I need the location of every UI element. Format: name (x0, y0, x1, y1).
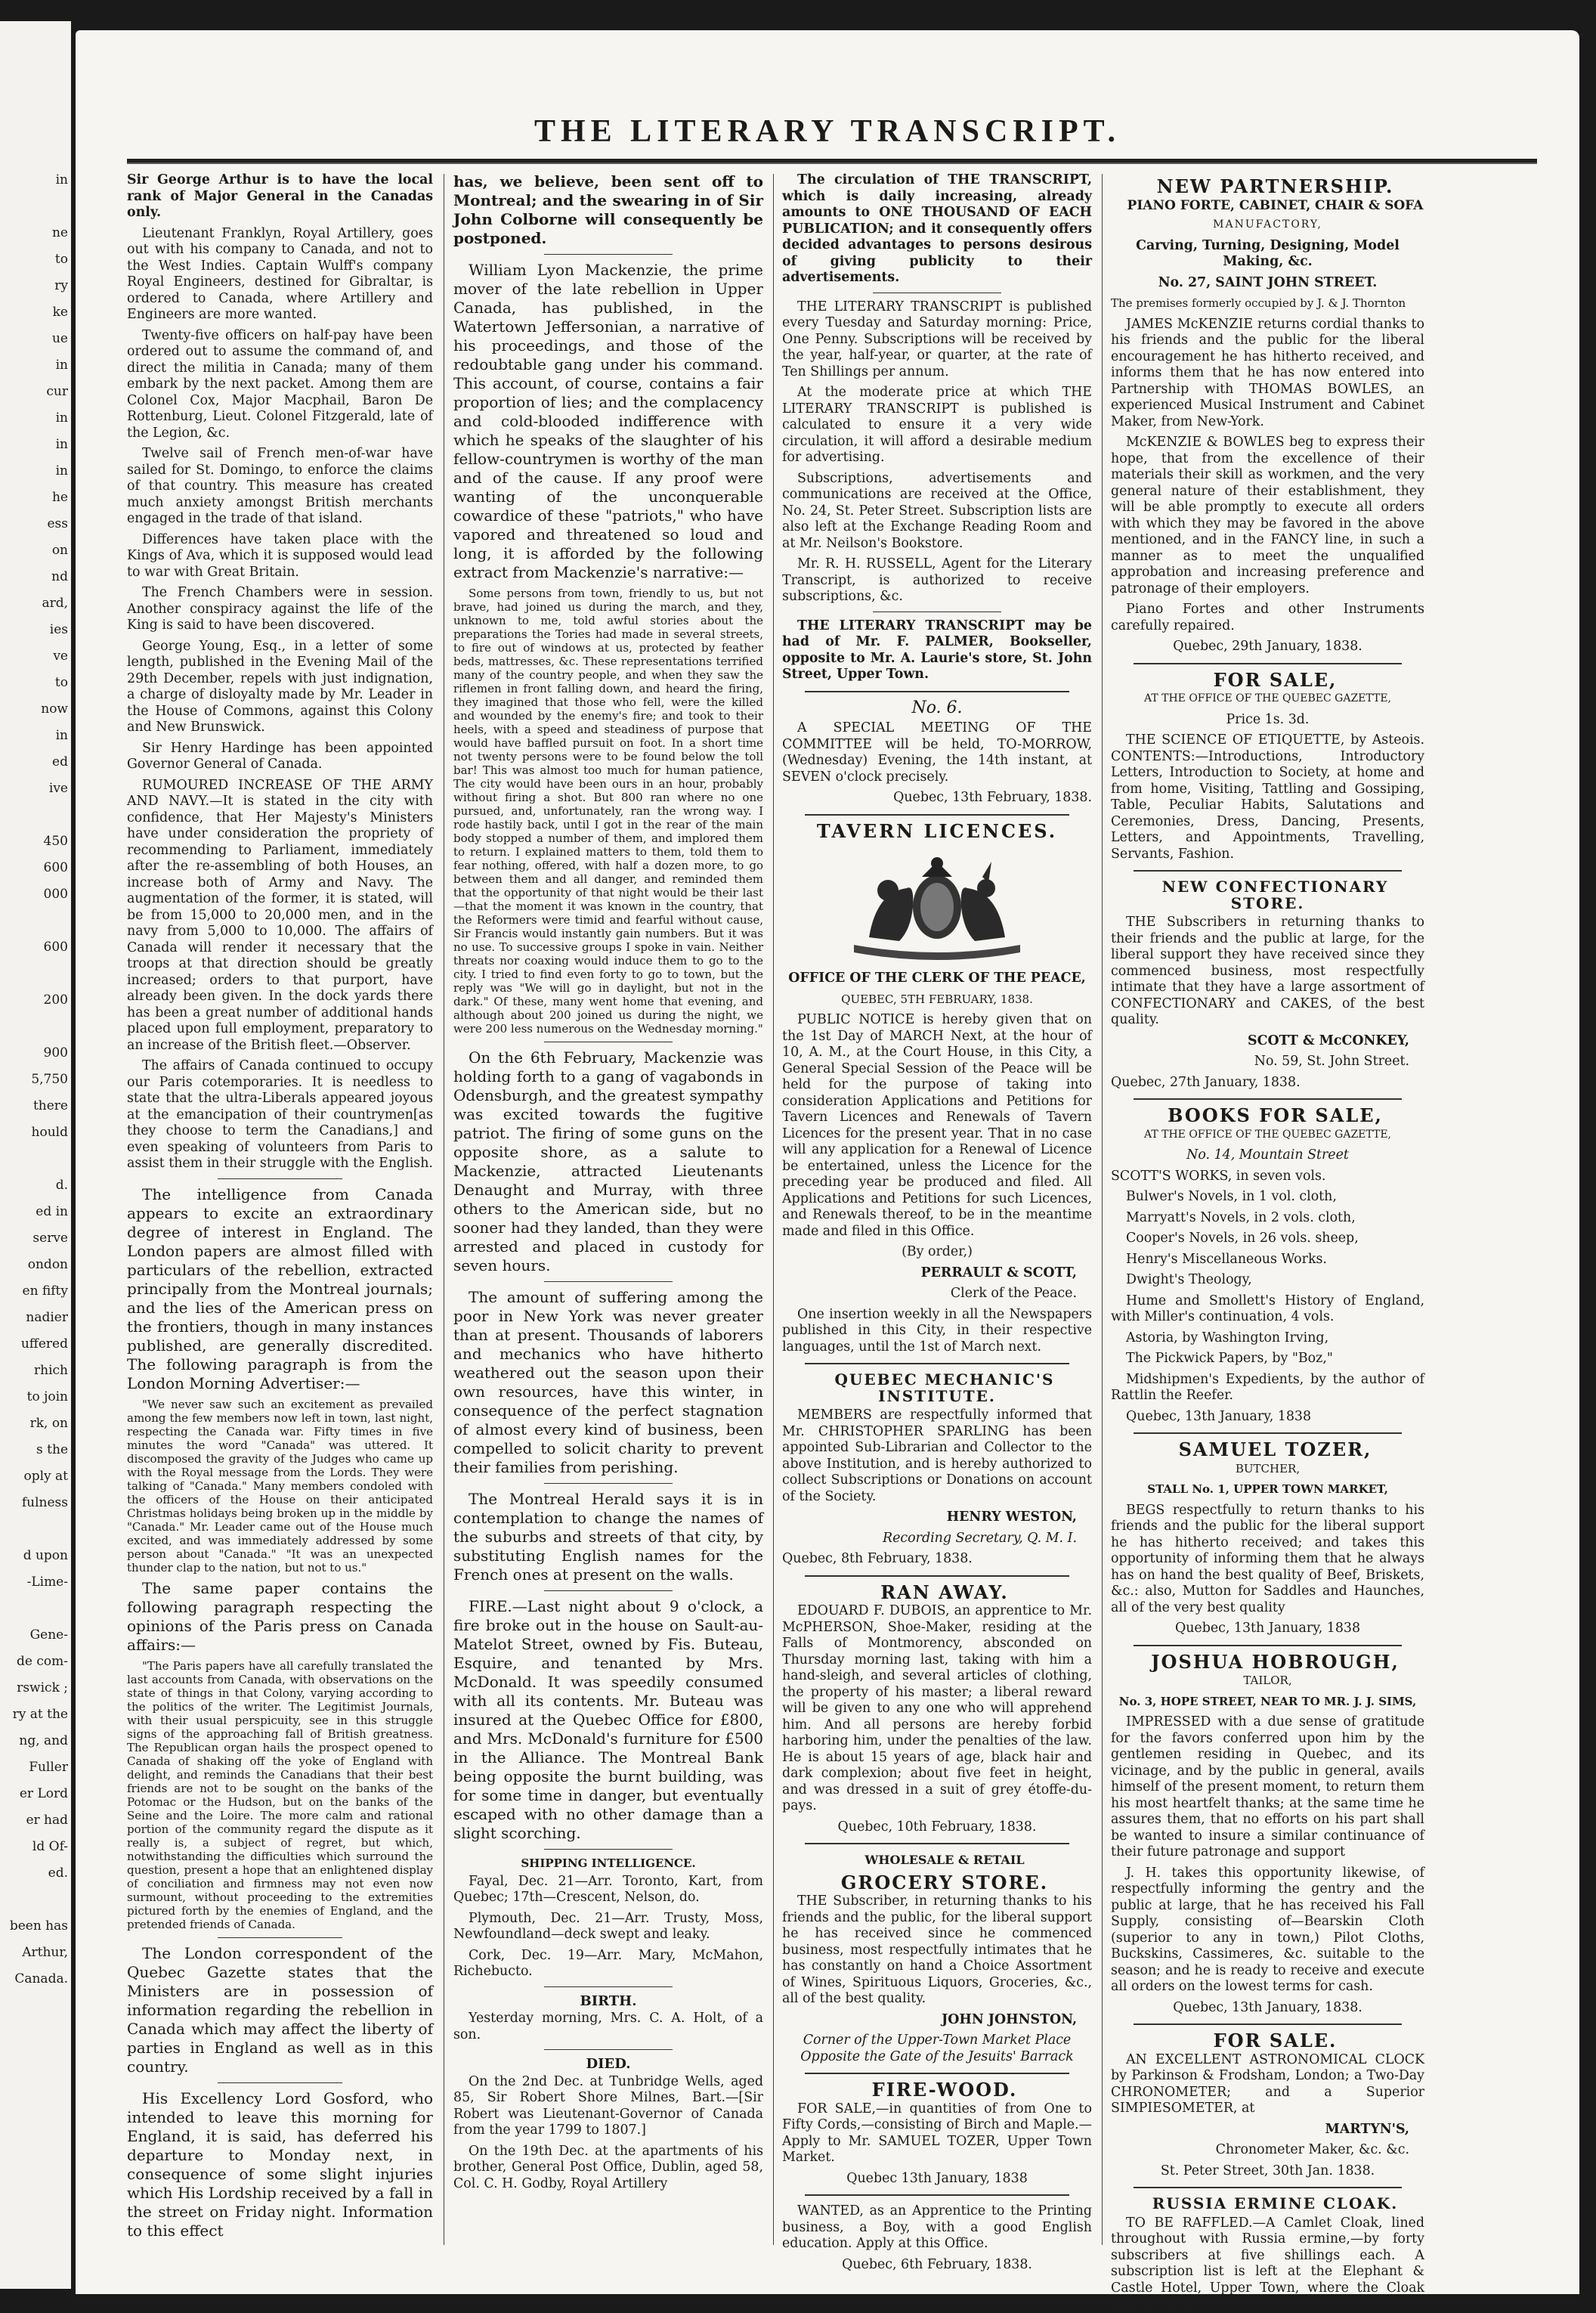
partnership-address: No. 27, SAINT JOHN STREET. (1158, 274, 1378, 290)
prev-page-fragment: fulness (21, 1495, 68, 1510)
book-astoria: Astoria, by Washington Irving, (1126, 1330, 1329, 1345)
prev-page-fragment: nd (51, 569, 68, 584)
died-milnes: On the 2nd Dec. at Tunbridge Wells, aged 85, Sir Robert Shore Milnes, Bart.—[Sir Robert was Lieutenant-Governor of Canada from the year 1799 to 1807.] (453, 2073, 763, 2138)
divider (805, 2073, 1069, 2074)
prev-page-fragment: ue (51, 331, 68, 346)
book-cooper: Cooper's Novels, in 26 vols. sheep, (1126, 1231, 1359, 1246)
wanted-date: Quebec, 6th February, 1838. (842, 2256, 1032, 2272)
prev-page-fragment: in (55, 410, 68, 426)
prev-page-fragment: s the (36, 1442, 68, 1457)
clock-date: St. Peter Street, 30th Jan. 1838. (1160, 2163, 1375, 2178)
mountain-street: No. 14, Mountain Street (1186, 1147, 1349, 1163)
tozer-date: Quebec, 13th January, 1838 (1174, 1621, 1361, 1636)
prev-page-fragment: 5,750 (31, 1072, 68, 1087)
hobrough-notice: IMPRESSED with a due sense of gratitude for the favors conferred upon him by the gentlemen residing in Quebec, and its vicinage, and by the public in general, avails himself of the present moment, to return them his most heartfelt thanks; at the same time he assures them, that no efforts on his part shall be wanted to insure a similar continuance of their future patronage and support (1111, 1714, 1424, 1859)
prev-page-fragment: rk, on (29, 1416, 68, 1431)
samuel-tozer-heading: SAMUEL TOZER, (1178, 1438, 1372, 1460)
ermine-cloak-heading: RUSSIA ERMINE CLOAK. (1152, 2194, 1399, 2212)
book-scott: SCOTT'S WORKS, in seven vols. (1111, 1168, 1326, 1184)
divider (1134, 1432, 1402, 1434)
books-for-sale-heading: BOOKS FOR SALE, (1168, 1104, 1383, 1126)
prev-page-fragment: 600 (43, 940, 68, 955)
prev-page-fragment: now (41, 701, 68, 717)
prev-page-fragment: 450 (43, 834, 68, 849)
firewood-heading: FIRE-WOOD. (871, 2079, 1018, 2101)
notice-palmer: THE LITERARY TRANSCRIPT may be had of Mr. F. PALMER, Bookseller, opposite to Mr. A. Laurie's store, St. John Street, Upper Town. (782, 618, 1092, 682)
quote-morning-advertiser: "We never saw such an excitement as prevailed among the few members now left in town, last night, respecting the Canada war. Fifty times in five minutes the word "Canada" was uttered. It discomposed the gravity of the Judges who came up with the Royal message from the Lords. They were talking of "Canada." Many members condoled with the officers of the House on their anticipated Christmas holidays being broken up in the middle by "Canada." Mr. Leader came out of the House much excited, and was immediately addressed by some person about "Canada." "It was an unexpected thunder clap to the nation, but not to us." (127, 1397, 433, 1575)
divider (544, 1590, 673, 1591)
article-french-ships: Twelve sail of French men-of-war have sailed for St. Domingo, to enforce the claims of that country. This measure has created much anxiety amongst British merchants engaged in the trade of that island. (127, 446, 433, 526)
gazette-office-1: AT THE OFFICE OF THE QUEBEC GAZETTE, (1143, 692, 1392, 704)
shipping-heading: SHIPPING INTELLIGENCE. (521, 1856, 696, 1870)
prev-page-fragment: in (55, 463, 68, 478)
previous-page-edge (0, 21, 71, 2289)
divider (544, 254, 673, 255)
prev-page-fragment: ondon (27, 1257, 68, 1272)
article-montreal-herald: The Montreal Herald says it is in contemplation to change the names of the suburbs and streets of that city, by substituting English names for the French ones at present on the walls. (453, 1490, 763, 1584)
divider (805, 691, 1069, 692)
grocery-address: Corner of the Upper-Town Market Place Opposite the Gate of the Jesuits' Barrack (800, 2033, 1074, 2064)
confectionary-address: No. 59, St. John Street. (1254, 1054, 1409, 1069)
prev-page-fragment: d upon (23, 1548, 68, 1563)
article-intelligence: The intelligence from Canada appears to excite an extraordinary degree of interest in England. The London papers are almost filled with particulars of the rebellion, extracted principally from the Montreal journals; and the lies of the American press on the frontiers, though in many instances published, are generally discredited. The following paragraph is from the London Morning Advertiser:— (127, 1184, 433, 1392)
ran-away-notice: EDOUARD F. DUBOIS, an apprentice to Mr. McPHERSON, Shoe-Maker, residing at the Falls of Montmorency, absconded on Thursday morning last, taking with him a hand-sleigh, and several articles of clothing, the property of his master; a liberal reward will be given to any one who will apprehend him. And all persons are hereby forbid harboring him, under the penalties of the law. He is about 15 years of age, black hair and dark complexion; about five feet in height, and was dressed in a suit of grey étoffe-du-pays. (782, 1603, 1092, 1813)
notice-subscriptions: Subscriptions, advertisements and communications are received at the Office, No. 24, St. Peter Street. Subscription lists are also left at the Exchange Reading Room and at Mr. Neilson's Bookstore. (782, 470, 1092, 551)
article-paris: The affairs of Canada continued to occupy our Paris cotemporaries. It is needless to state that the ultra-Liberals appeared joyous at the emancipation of their countrymen[as they choose to term the Canadians,] and even speaking of volunteers from Paris to assist them in their struggle with the English. (127, 1058, 433, 1171)
piano-forte-heading: PIANO FORTE, CABINET, CHAIR & SOFA (1127, 197, 1424, 213)
birth-heading: BIRTH. (580, 1993, 637, 2009)
prev-page-fragment: in (55, 728, 68, 743)
prev-page-fragment: d. (55, 1178, 68, 1193)
prev-page-fragment: en fifty (22, 1283, 68, 1299)
prev-page-fragment: Fuller (29, 1760, 68, 1775)
divider (1134, 2187, 1402, 2188)
column-1 (127, 172, 433, 2243)
mckenzie-bowles-notice: McKENZIE & BOWLES beg to express their hope, that from the excellence of their materials their skill as workmen, and the very general nature of their establishment, they will be able promptly to execute all orders with which they may be favored in the above mentioned, and in the FANCY line, in such a manner as to meet the unqualified approbation and increasing preference and patronage of their employers. (1111, 435, 1424, 596)
hobrough-supply: J. H. takes this opportunity likewise, of respectfully informing the gentry and the public at large, that he has received his Fall Supply, consisting of—Bearskin Cloth (superior to any in town,) Pilot Cloths, Buckskins, Cassimeres, &c. suitable to the season; and he is ready to receive and execute all orders on the lowest terms for cash. (1111, 1865, 1424, 1994)
public-notice: PUBLIC NOTICE is hereby given that on the 1st Day of MARCH Next, at the hour of 10, A. M., at the Court House, in this City, a General Special Session of the Peace will be held for the purpose of taking into consideration Applications and Petitions for Tavern Licences and Renewals of Tavern Licences for the present year. That in no case will any application for a Renewal of Licence be entertained, unless the Licence for the preceding year be produced and filed. All Applications and Petitions for such Licences, and Renewals thereof, to be in the meantime made and filed in this Office. (782, 1012, 1092, 1239)
prev-page-fragment: Arthur, (22, 1945, 68, 1960)
column-2 (453, 172, 763, 2243)
confectionary-heading: NEW CONFECTIONARY STORE. (1161, 878, 1389, 912)
firewood-notice: FOR SALE,—in quantities of from One to Fifty Cords,—consisting of Birch and Maple.—Apply to Mr. SAMUEL TOZER, Upper Town Market. (782, 2101, 1092, 2165)
divider (544, 2049, 673, 2050)
article-george-young: George Young, Esq., in a letter of some length, published in the Evening Mail of the 29th December, repels with just indignation, a charge of disloyalty made by Mr. Leader in the House of Commons, against this Colony and New Brunswick. (127, 638, 433, 735)
notice-special-meeting: A SPECIAL MEETING OF THE COMMITTEE will be held, TO-MORROW, (Wednesday) Evening, the 14th instant, at SEVEN o'clock precisely. (782, 720, 1092, 785)
divider (1134, 1645, 1402, 1646)
prev-page-fragment: 000 (43, 887, 68, 902)
divider (1134, 1098, 1402, 1100)
divider (1134, 870, 1402, 872)
prev-page-fragment: he (51, 490, 68, 505)
article-odensburgh: On the 6th February, Mackenzie was holding forth to a gang of vagabonds in Odensburgh, and the greatest sympathy was excited towards the fugitive patriot. The firing of some guns on the opposite shore, as a salute to Mackenzie, attracted Lieutenants Denaught and Murray, with three others to the American side, but no sooner had they landed, than they were arrested and placed in custody for seven hours. (453, 1048, 763, 1274)
notice-publication: THE LITERARY TRANSCRIPT is published every Tuesday and Saturday morning: Price, One Penny. Subscriptions will be received by the year, half-year, or quarter, at the rate of Ten Shillings per annum. (782, 299, 1092, 379)
prev-page-fragment: in (55, 437, 68, 452)
gazette-office-2: AT THE OFFICE OF THE QUEBEC GAZETTE, (1143, 1128, 1392, 1141)
clock-notice: AN EXCELLENT ASTRONOMICAL CLOCK by Parkinson & Frodsham, London; a Two-Day CHRONOMETER; and a Superior SIMPIESOMETER, at (1111, 2051, 1424, 2116)
divider (218, 1937, 342, 1938)
recording-secretary: Recording Secretary, Q. M. I. (883, 1530, 1077, 1546)
mechanics-date: Quebec, 8th February, 1838. (782, 1551, 973, 1566)
scott-mcconkey: SCOTT & McCONKEY, (1248, 1033, 1409, 1048)
notice-agent: Mr. R. H. RUSSELL, Agent for the Literary Transcript, is authorized to receive subscriptions, &c. (782, 556, 1092, 604)
article-franklyn: Lieutenant Franklyn, Royal Artillery, goes out with his company to Canada, and not to the West Indies. Captain Wulff's company Royal Engineers, destined for Gibraltar, is ordered to Canada, where Artillery and Engineers are more wanted. (127, 225, 433, 322)
article-fire: FIRE.—Last night about 9 o'clock, a fire broke out in the house on Sault-au-Matelot Street, owned by Fis. Buteau, Esquire, and tenanted by Mrs. McDonald. It was speedily consumed with all its contents. Mr. Buteau was insured at the Quebec Office for £800, and Mrs. McDonald's furniture for £500 in the Alliance. The Montreal Bank being opposite the burnt building, was for some time in danger, but eventually escaped with no other damage than a slight scorching. (453, 1597, 763, 1842)
piano-repairs: Piano Fortes and other Instruments carefully repaired. (1111, 602, 1424, 633)
prev-page-fragment: 200 (43, 992, 68, 1008)
books-date: Quebec, 13th January, 1838 (1126, 1408, 1312, 1424)
divider (1134, 2023, 1402, 2025)
for-sale-heading-1: FOR SALE, (1213, 668, 1338, 691)
shipping-plymouth: Plymouth, Dec. 21—Arr. Trusty, Moss, Newfoundland—deck swept and leaky. (453, 1910, 763, 1942)
prev-page-fragment: ed in (36, 1204, 68, 1219)
wanted-notice: WANTED, as an Apprentice to the Printing business, a Boy, with a good English education. Apply at this Office. (782, 2203, 1092, 2251)
died-godby: On the 19th Dec. at the apartments of his brother, General Post Office, Dublin, aged 58, Col. C. H. Godby, Royal Artillery (453, 2143, 763, 2191)
prev-page-fragment: ies (49, 622, 68, 637)
hobrough-date: Quebec, 13th January, 1838. (1173, 1999, 1362, 2015)
divider (218, 2082, 342, 2083)
book-marryatt: Marryatt's Novels, in 2 vols. cloth, (1126, 1209, 1356, 1225)
john-johnston: JOHN JOHNSTON, (942, 2011, 1077, 2027)
article-colborne: has, we believe, been sent off to Montreal; and the swearing in of Sir John Colborne will consequently be postponed. (453, 172, 763, 247)
chronometer-maker: Chronometer Maker, &c. &c. (1215, 2142, 1409, 2157)
partnership-date: Quebec, 29th January, 1838. (1173, 639, 1362, 654)
divider (218, 1178, 342, 1179)
ran-away-heading: RAN AWAY. (880, 1581, 1009, 1603)
book-dwight: Dwight's Theology, (1126, 1272, 1252, 1287)
clerk-office-heading: OFFICE OF THE CLERK OF THE PEACE, (788, 971, 1086, 986)
prev-page-fragment: in (55, 358, 68, 373)
wholesale-heading: WHOLESALE & RETAIL (865, 1853, 1025, 1867)
royal-arms-illustration (824, 847, 1050, 960)
prev-page-fragment: ne (51, 225, 68, 240)
divider (544, 1483, 673, 1484)
column-rule (1102, 174, 1103, 2245)
prev-page-fragment: -Lime- (26, 1575, 68, 1590)
etiquette-notice: THE SCIENCE OF ETIQUETTE, by Asteois. CONTENTS:—Introductions, Introductory Letters, Introduction to Society, at home and from home, Visiting, Tattling and Gossiping, Table, Peculiar Habits, Salutations and Ceremonies, Dress, Dancing, Presents, Letters, and Appointments, Travelling, Servants, Fashion. (1111, 732, 1424, 862)
hobrough-heading: JOSHUA HOBROUGH, (1151, 1650, 1400, 1673)
prev-page-fragment: ed (52, 754, 68, 769)
prev-page-fragment: hould (31, 1125, 68, 1140)
quote-paris-papers: "The Paris papers have all carefully translated the last accounts from Canada, with observations on the state of things in that Colony, varying according to the politics of the writer. The Legitimist Journals, with their usual perspicuity, see in this struggle signs of the approaching fall of British greatness. The Republican organ hails the prospect opened to Canada of shaking off the yoke of England with delight, and reminds the Canadians that their best friends are not to be sought on the banks of the Potomac or the Hudson, but on the banks of the Seine and the Loire. The more calm and rational portion of the community regard the dispute as it really is, a subject of regret, but which, notwithstanding the difficulties which surround the question, present a hope that an enlightened display of conciliation and firmness may not even now surmount, without proceeding to the extremities pictured forth by the enemies of England, and the pretended friends of Canada. (127, 1658, 433, 1931)
premises-note: The premises formerly occupied by J. & J. Thornton (1111, 296, 1406, 310)
article-army-navy: RUMOURED INCREASE OF THE ARMY AND NAVY.—It is stated in the city with confidence, that Her Majesty's Ministers have under consideration the propriety of recommending to Parliament, immediately after the re-assembling of both Houses, an increase both of Army and Navy. The augmentation of the former, it is stated, will be from 15,000 to 20,000 men, and in the navy from 5,000 to 10,000. The affairs of Canada will render it necessary that the troops at that direction should be greatly increased; orders to that purport, have already been given. In the dock yards there has been a great number of additional hands placed upon full employment, preparatory to an increase of the British fleet.—Observer. (127, 777, 433, 1053)
mechanics-institute-heading: QUEBEC MECHANIC'S INSTITUTE. (834, 1370, 1055, 1405)
article-paris-press: The same paper contains the following paragraph respecting the opinions of the Paris press on Canada affairs:— (127, 1578, 433, 1654)
grocery-notice: THE Subscriber, in returning thanks to his friends and the public, for the liberal support he has received since he commenced business, most respectfully intimates that he has constantly on hand a Choice Assortment of Wines, Spirituous Liquors, Groceries, &c., all of the best quality. (782, 1893, 1092, 2006)
prev-page-fragment: nadier (26, 1310, 68, 1325)
butcher: BUTCHER, (1235, 1461, 1301, 1475)
grocery-heading: GROCERY STORE. (840, 1871, 1049, 1893)
prev-page-fragment: ry (54, 278, 68, 293)
henry-weston: HENRY WESTON, (946, 1509, 1077, 1525)
tavern-licences-heading: TAVERN LICENCES. (816, 819, 1058, 842)
prev-page-fragment: 600 (43, 860, 68, 875)
prev-page-fragment: there (32, 1098, 68, 1113)
quote-mackenzie-narrative: Some persons from town, friendly to us, but not brave, had joined us during the march, and they, unknown to me, told awful stories about the preparations the Tories had made in several streets, to fire out of windows at us, protected by feather beds, mattresses, &c. These representations terrified many of the country people, and when they saw the riflemen in front falling down, and heard the firing, they imagined that those who fell, were the killed and wounded by the enemy's fire; and took to their heels, with a speed and steadiness of purpose that would have baffled pursuit on foot. In a short time not twenty persons were to be found below the toll bar! This was almost too much for human patience, The city would have been ours in an hour, probably without firing a shot. But 800 ran where no one pursued, and, unfortunately, ran the wrong way. I rode hastily back, until I got in the rear of the main body stopped a number of them, and implored them to return. I explained matters to them, told them to fear nothing, offered, with half a dozen more, to go between them and all danger, and reminded them that the opportunity of that night would be their last—that the moment it was known in the country, that the Reformers were timid and fearful without cause, Sir Francis would instantly gain numbers. But it was no use. To successive groups I spoke in vain. Neither threats nor coaxing would induce them to go to the city. I tried to find even forty to go to town, but the reply was "We will go in daylight, but not in the dark." Of these, many went home that evening, and although about 200 joined us during the night, we were 200 less numerous on the Wednesday morning." (453, 587, 763, 1036)
birth-notice: Yesterday morning, Mrs. C. A. Holt, of a son. (453, 2011, 763, 2042)
for-sale-heading-2: FOR SALE. (1213, 2030, 1338, 2051)
divider (1134, 663, 1402, 664)
confectionary-notice: THE Subscribers in returning thanks to their friends and the public at large, for the liberal support they have received since they commenced business, most respectfully intimate that they have a large assortment of CONFECTIONARY and CAKES, of the best quality. (1111, 915, 1424, 1027)
article-officers: Twenty-five officers on half-pay have been ordered out to assume the command of, and direct the militia in Canada; many of them embark by the next packet. Among them are Colonel Cox, Major Macphail, Baron De Rottenburg, Lieut. Colonel Fitzgerald, late of the Legion, &c. (127, 327, 433, 441)
prev-page-fragment: Gene- (29, 1627, 68, 1643)
prev-page-fragment: de com- (17, 1654, 68, 1669)
newspaper-page (76, 30, 1579, 2311)
prev-page-fragment: ry at the (12, 1707, 68, 1722)
shipping-cork: Cork, Dec. 19—Arr. Mary, McMahon, Richebucto. (453, 1947, 763, 1979)
confectionary-date: Quebec, 27th January, 1838. (1111, 1074, 1301, 1090)
insertion-note: One insertion weekly in all the Newspapers published in this City, in their respective languages, until the 1st of March next. (782, 1306, 1092, 1355)
notice-price: At the moderate price at which THE LITERARY TRANSCRIPT is published is calculated to ensure it a very wide circulation, it will afford a desirable medium for advertising. (782, 385, 1092, 465)
prev-page-fragment: er Lord (19, 1786, 68, 1801)
martyns: MARTYN'S, (1325, 2121, 1409, 2137)
notice-circulation: The circulation of THE TRANSCRIPT, which is daily increasing, already amounts to ONE THOUSAND OF EACH PUBLICATION; and it consequently offers decided advantages to persons desirous of giving publicity to their advertisements. (782, 172, 1092, 285)
prev-page-fragment: rhich (34, 1363, 68, 1378)
raffle-notice: TO BE RAFFLED.—A Camlet Cloak, lined throughout with Russia ermine,—by forty subscribers at five shillings each. A subscription list is left at the Elephant & Castle Hotel, Upper Town, where the Cloak may be seen. (1111, 2215, 1424, 2311)
article-hardinge: Sir Henry Hardinge has been appointed Governor General of Canada. (127, 740, 433, 772)
prev-page-fragment: serve (32, 1231, 68, 1246)
etiquette-price: Price 1s. 3d. (1226, 711, 1310, 727)
divider (805, 1575, 1069, 1577)
tozer-stall: STALL No. 1, UPPER TOWN MARKET, (1147, 1482, 1388, 1496)
meeting-date: Quebec, 13th February, 1838. (893, 790, 1092, 805)
article-arthur: Sir George Arthur is to have the local rank of Major General in the Canadas only. (127, 172, 433, 220)
lodge-number: No. 6. (911, 698, 963, 717)
clerk-of-peace: Clerk of the Peace. (950, 1286, 1077, 1301)
prev-page-fragment: on (51, 543, 68, 558)
manufactory: MANUFACTORY, (1213, 218, 1322, 231)
prev-page-fragment: Canada. (14, 1971, 68, 1986)
prev-page-fragment: oply at (23, 1469, 68, 1484)
prev-page-fragment: cur (46, 384, 68, 399)
divider (544, 1281, 673, 1282)
prev-page-fragment: er had (26, 1813, 68, 1828)
by-order: (By order,) (902, 1244, 973, 1259)
tailor: TAILOR, (1243, 1674, 1292, 1687)
article-mackenzie: William Lyon Mackenzie, the prime mover of the late rebellion in Upper Canada, has published, in the Watertown Jeffersonian, a narrative of his proceedings, and those of the redoubtable gang under his command. This account, of course, contains a fair proportion of lies; and the complacency and cold-blooded indifference with which he speaks of the slaughter of his fellow-countrymen is worthy of the man and of the cause. If any proof were wanting of the unconquerable cowardice of these "patriots," who have vapored and threatened so loud and long, it is afforded by the following extract from Mackenzie's narrative:— (453, 261, 763, 581)
article-gosford: His Excellency Lord Gosford, who intended to leave this morning for England, it is said, has deferred his departure to Monday next, in consequence of some slight injuries which His Lordship received by a fall in the street on Friday night. Information to this effect (127, 2089, 433, 2240)
book-bulwer: Bulwer's Novels, in 1 vol. cloth, (1126, 1189, 1337, 1204)
prev-page-fragment: ess (47, 516, 68, 531)
firewood-date: Quebec 13th January, 1838 (846, 2170, 1028, 2186)
tozer-notice: BEGS respectfully to return thanks to his friends and the public for the liberal support he has hitherto received; and takes this opportunity of informing them that he always has on hand the best quality of Beef, Briskets, &c.: also, Mutton for Saddles and Haunches, all of the very best quality (1111, 1502, 1424, 1615)
died-heading: DIED. (586, 2056, 631, 2072)
prev-page-fragment: ard, (42, 596, 68, 611)
prev-page-fragment: to (54, 252, 68, 267)
divider (805, 814, 1069, 816)
prev-page-fragment: to (54, 675, 68, 690)
prev-page-fragment: ve (53, 649, 68, 664)
prev-page-fragment: ed. (48, 1866, 68, 1881)
mckenzie-notice: JAMES McKENZIE returns cordial thanks to his friends and the public for the liberal encouragement he has hitherto received, and informs them that he has now entered into Partnership with THOMAS BOWLES, an experienced Musical Instrument and Cabinet Maker, from New-York. (1111, 316, 1424, 429)
prev-page-fragment: uffered (20, 1336, 68, 1352)
carving-line: Carving, Turning, Designing, Model Making, &c. (1136, 237, 1400, 269)
prev-page-fragment: been has (9, 1918, 68, 1934)
column-4 (1111, 172, 1424, 2311)
prev-page-fragment: ke (52, 305, 68, 320)
prev-page-fragment: ng, and (19, 1733, 68, 1748)
mechanics-notice: MEMBERS are respectfully informed that Mr. CHRISTOPHER SPARLING has been appointed Sub-Librarian and Collector to the above Institution, and is hereby authorized to collect Subscriptions or Donations on account of the Society. (782, 1407, 1092, 1504)
divider (544, 1986, 673, 1987)
divider (544, 1849, 673, 1850)
article-ava: Differences have taken place with the Kings of Ava, which it is supposed would lead to war with Great Britain. (127, 531, 433, 580)
divider (805, 1363, 1069, 1364)
hobrough-address: No. 3, HOPE STREET, NEAR TO MR. J. J. SIMS, (1118, 1694, 1417, 1708)
masthead-rule (127, 159, 1537, 164)
prev-page-fragment: ld Of- (32, 1839, 68, 1854)
perrault-scott: PERRAULT & SCOTT, (920, 1265, 1077, 1280)
article-french-chambers: The French Chambers were in session. Another conspiracy against the life of the King is said to have been discovered. (127, 585, 433, 633)
prev-page-fragment: ive (48, 781, 68, 796)
prev-page-fragment: 900 (43, 1045, 68, 1061)
article-new-york-poor: The amount of suffering among the poor in New York was never greater than at present. Thousands of laborers and mechanics who have hitherto weathered out the season upon their own resources, have this winter, in consequence of the perfect stagnation of almost every kind of business, been compelled to solicit charity to prevent their families from perishing. (453, 1288, 763, 1476)
column-3 (782, 172, 1092, 2272)
book-midshipmen: Midshipmen's Expedients, by the author of Rattlin the Reefer. (1111, 1371, 1424, 1403)
masthead: THE LITERARY TRANSCRIPT. (534, 114, 1121, 149)
book-pickwick: The Pickwick Papers, by "Boz," (1126, 1351, 1333, 1366)
prev-page-fragment: to join (26, 1389, 68, 1404)
divider (805, 1843, 1069, 1844)
clerk-office-date: QUEBEC, 5TH FEBRUARY, 1838. (841, 992, 1033, 1006)
prev-page-fragment: rswick ; (17, 1680, 68, 1695)
prev-page-fragment: in (55, 172, 68, 187)
divider (805, 2194, 1069, 2196)
column-rule (773, 174, 774, 2245)
ran-away-date: Quebec, 10th February, 1838. (837, 1819, 1037, 1835)
book-hume: Hume and Smollett's History of England, with Miller's continuation, 4 vols. (1111, 1293, 1424, 1324)
article-london-correspondent: The London correspondent of the Quebec Gazette states that the Ministers are in possession of information regarding the rebellion in Canada which may affect the liberty of parties in England as well as in this country. (127, 1943, 433, 2076)
new-partnership-heading: NEW PARTNERSHIP. (1156, 175, 1394, 197)
book-henry: Henry's Miscellaneous Works. (1126, 1251, 1327, 1267)
shipping-fayal: Fayal, Dec. 21—Arr. Toronto, Kart, from Quebec; 17th—Crescent, Nelson, do. (453, 1873, 763, 1905)
